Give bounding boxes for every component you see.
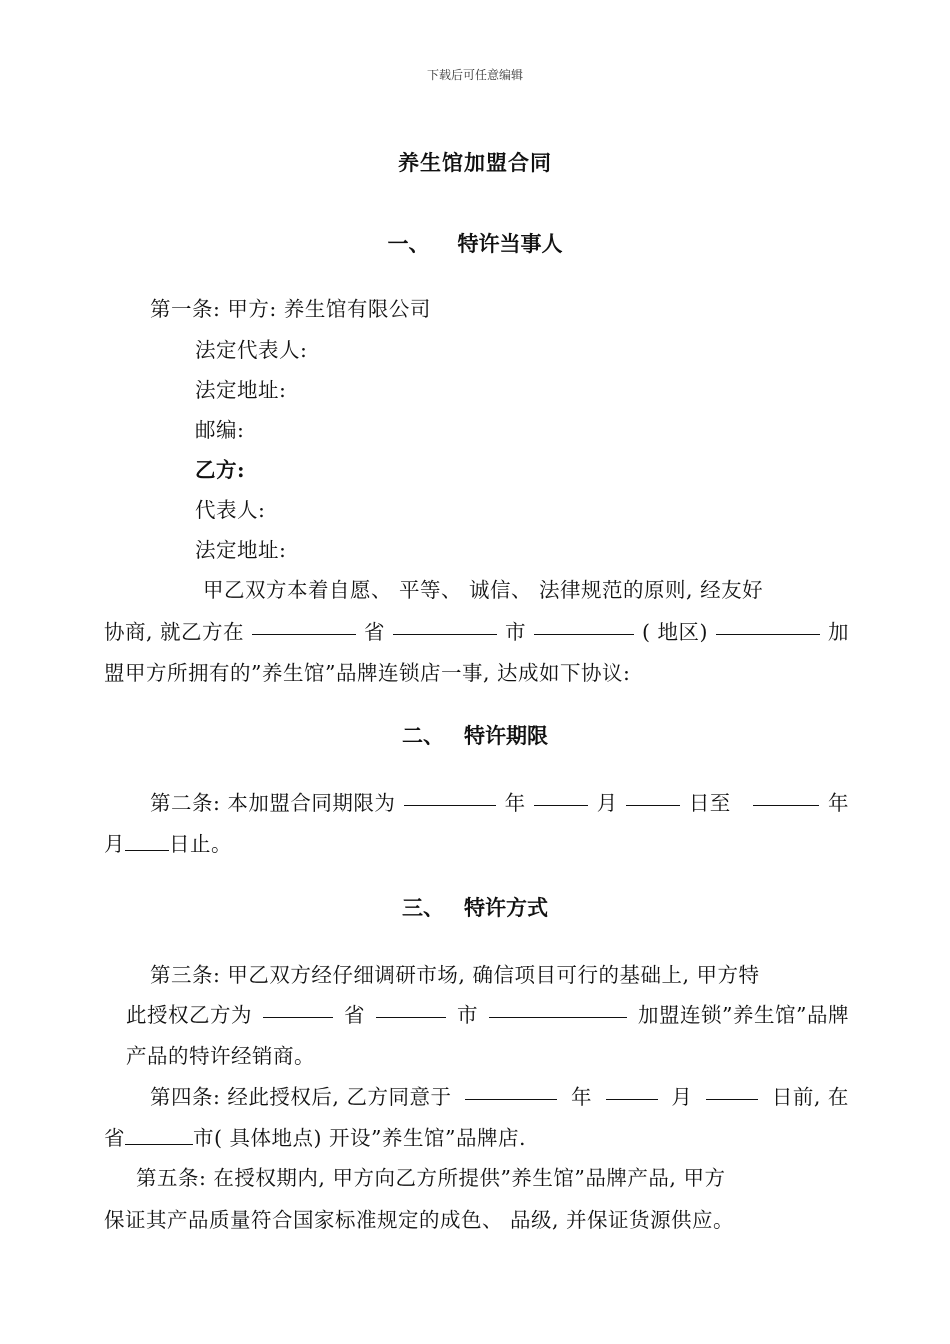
section-2-number: 二、	[402, 723, 444, 748]
agreement-text-a: 协商, 就乙方在	[104, 620, 245, 644]
agreement-text-d: ( 地区)	[641, 620, 708, 644]
agreement-text-e: 加	[827, 620, 849, 644]
article-4-line-2	[104, 1121, 526, 1151]
article-4-line-1	[150, 1080, 849, 1110]
area-blank	[716, 615, 820, 635]
article-2-text-e: 年	[827, 791, 849, 815]
article-4-text-f: 市( 具体地点) 开设”养生馆”品牌店.	[193, 1126, 527, 1150]
article-3-text-c: 市	[457, 1003, 478, 1027]
section-1-title: 特许当事人	[457, 231, 563, 256]
agreement-para-line-3: 盟甲方所拥有的”养生馆”品牌连锁店一事, 达成如下协议:	[104, 661, 631, 685]
article-3-line-3: 产品的特许经销商。	[126, 1044, 315, 1068]
article-3-text-b: 省	[344, 1003, 365, 1027]
district-blank	[534, 615, 634, 635]
article-3-line-2	[126, 998, 849, 1028]
article-2-line-2	[104, 827, 232, 857]
article-2-text-g: 日止。	[169, 832, 232, 856]
section-2-heading	[0, 720, 950, 750]
agreement-para-line-1: 甲乙双方本着自愿、 平等、 诚信、 法律规范的原则, 经友好	[203, 578, 764, 602]
section-1-number: 一、	[387, 231, 430, 256]
section-3-title: 特许方式	[464, 895, 548, 920]
article-4-text-c: 月	[671, 1085, 693, 1109]
agreement-para-line-2	[104, 615, 849, 645]
province-blank	[252, 615, 356, 635]
auth-city-blank	[376, 998, 446, 1018]
article-5-line-2: 保证其产品质量符合国家标准规定的成色、 品级, 并保证货源供应。	[104, 1208, 735, 1232]
open-month-blank	[606, 1080, 658, 1100]
agreement-text-c: 市	[504, 620, 526, 644]
agreement-text-b: 省	[364, 620, 386, 644]
article-2-line-1	[150, 786, 849, 816]
section-3-heading	[0, 892, 950, 922]
start-day-blank	[626, 786, 680, 806]
article-2-text-c: 月	[596, 791, 618, 815]
article-4-text-a: 第四条: 经此授权后, 乙方同意于	[150, 1085, 452, 1109]
article-3-text-d: 加盟连锁”养生馆”品牌	[638, 1003, 849, 1027]
article-3-text-a: 此授权乙方为	[126, 1003, 252, 1027]
party-a-address: 法定地址:	[195, 378, 287, 402]
party-b-rep: 代表人:	[195, 498, 266, 522]
end-year-blank	[753, 786, 819, 806]
auth-area-blank	[489, 998, 627, 1018]
start-month-blank	[534, 786, 588, 806]
end-day-blank	[125, 831, 169, 851]
section-3-number: 三、	[402, 895, 444, 920]
article-1-lead: 第一条: 甲方: 养生馆有限公司	[150, 297, 431, 321]
article-4-text-e: 省	[104, 1126, 125, 1150]
article-2-text-f: 月	[104, 832, 125, 856]
article-3-line-1: 第三条: 甲乙双方经仔细调研市场, 确信项目可行的基础上, 甲方特	[150, 963, 760, 987]
store-city-blank	[125, 1125, 193, 1145]
article-4-text-b: 年	[570, 1085, 592, 1109]
article-2-text-a: 第二条: 本加盟合同期限为	[150, 791, 396, 815]
open-year-blank	[465, 1080, 557, 1100]
section-2-title: 特许期限	[464, 723, 548, 748]
party-a-postcode: 邮编:	[195, 418, 245, 442]
start-year-blank	[404, 786, 496, 806]
header-note: 下载后可任意编辑	[426, 68, 523, 82]
document-title: 养生馆加盟合同	[398, 150, 552, 175]
article-2-text-d: 日至	[688, 791, 731, 815]
open-day-blank	[706, 1080, 758, 1100]
section-1-heading	[0, 228, 950, 258]
article-5-line-1: 第五条: 在授权期内, 甲方向乙方所提供”养生馆”品牌产品, 甲方	[136, 1166, 726, 1190]
party-b-label: 乙方:	[195, 458, 246, 482]
article-4-text-d: 日前, 在	[771, 1085, 849, 1109]
article-2-text-b: 年	[504, 791, 526, 815]
city-blank	[393, 615, 497, 635]
party-b-address: 法定地址:	[195, 538, 287, 562]
auth-province-blank	[263, 998, 333, 1018]
party-a-legal-rep: 法定代表人:	[195, 338, 308, 362]
